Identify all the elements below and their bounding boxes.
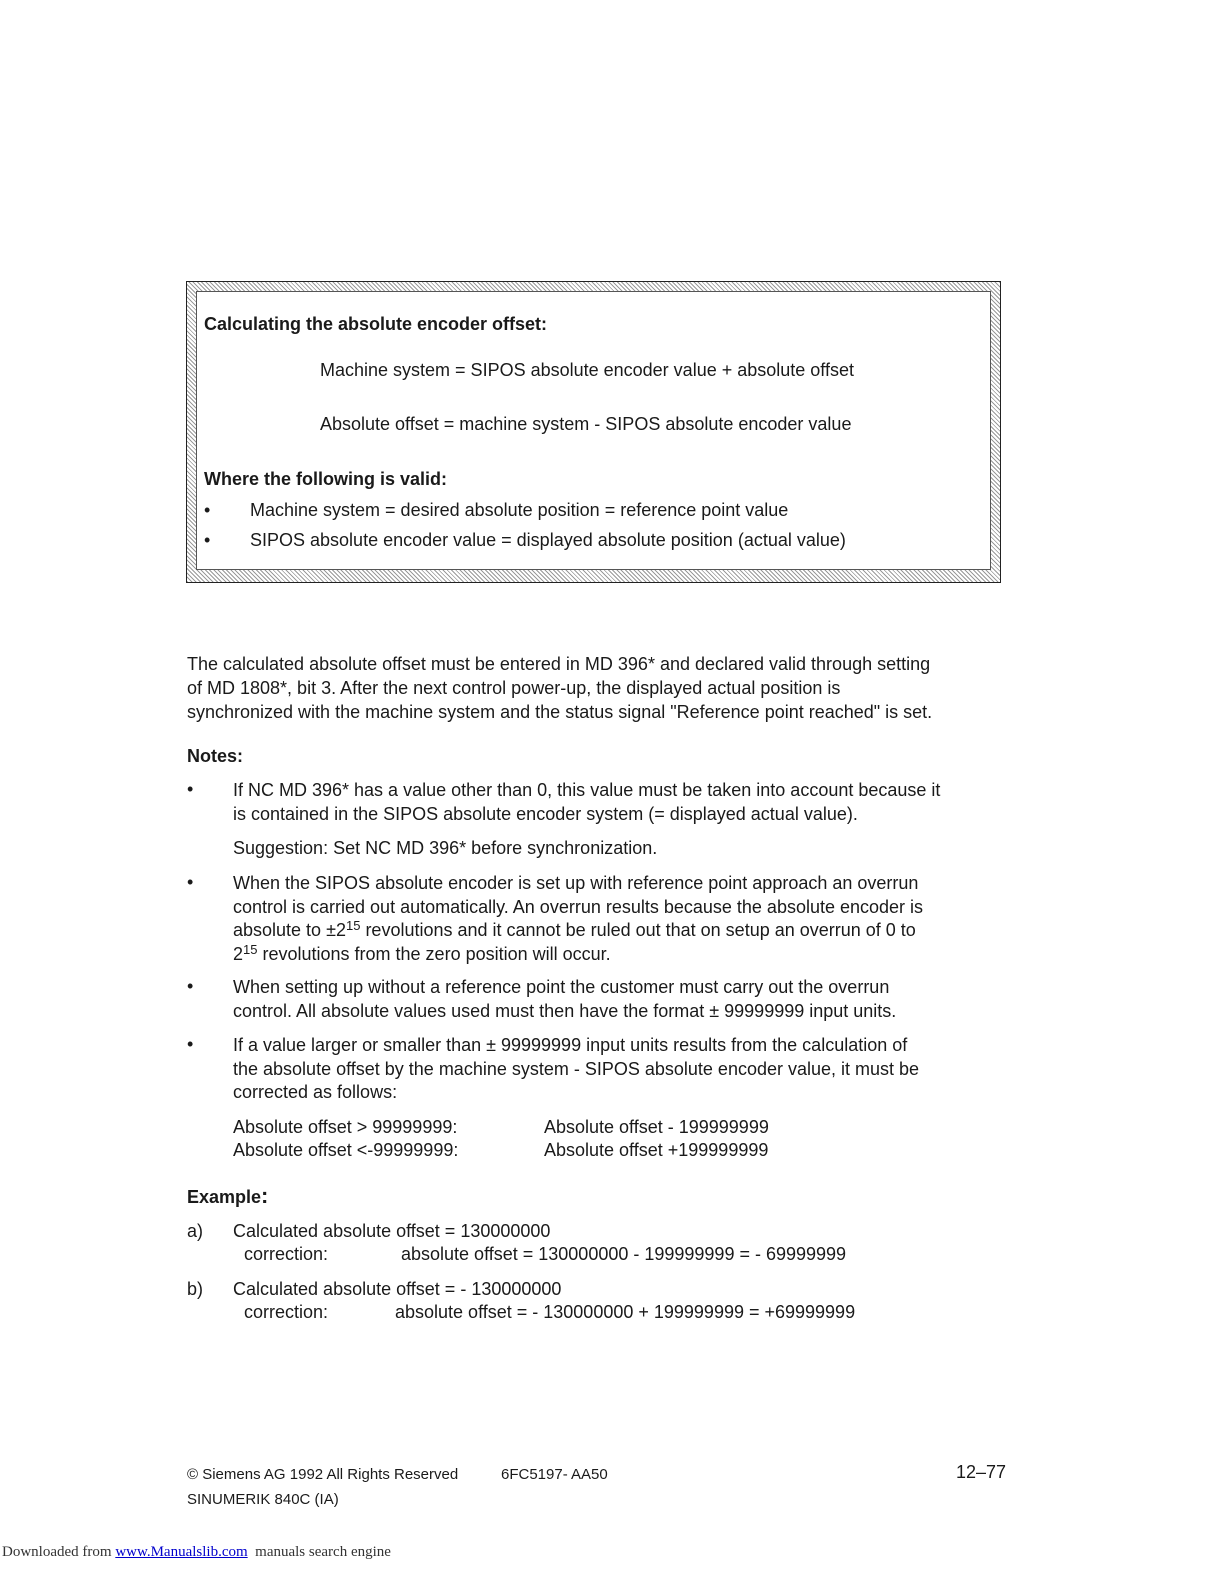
note-line [233, 919, 998, 943]
note-line: corrected as follows: [233, 1082, 398, 1102]
note-line: When setting up without a reference point the customer must carry out the overrun [233, 977, 890, 997]
download-notice [2, 1541, 391, 1563]
box-bullet-2: SIPOS absolute encoder value = displayed absolute position (actual value) [250, 530, 846, 550]
note-text: revolutions and it cannot be ruled out that on setup an overrun of 0 to [360, 920, 916, 940]
download-prefix: Downloaded from [2, 1544, 116, 1560]
box-subheading: Where the following is valid: [204, 469, 448, 489]
correction-action: Absolute offset +199999999 [544, 1140, 769, 1160]
example-calc: Calculated absolute offset = - 130000000 [233, 1279, 562, 1299]
note-line: If NC MD 396* has a value other than 0, this value must be taken into account because it [233, 780, 941, 800]
example-label: a) [187, 1221, 204, 1241]
footer-copyright: © Siemens AG 1992 All Rights Reserved [187, 1466, 459, 1483]
note-line: the absolute offset by the machine system - SIPOS absolute encoder value, it must be [233, 1058, 920, 1079]
note-line [233, 943, 998, 967]
example-correction: absolute offset = - 130000000 + 199999999 = +69999999 [395, 1302, 856, 1322]
bullet-marker: • [204, 500, 211, 520]
note-line: If a value larger or smaller than ± 99999999 input units results from the calculation of [233, 1035, 908, 1055]
note-4 [233, 1034, 998, 1105]
note-line: When the SIPOS absolute encoder is set up with reference point approach an overrun [233, 873, 919, 893]
note-line: control is carried out automatically. An overrun results because the absolute encoder is [233, 896, 924, 917]
page-number: 12–77 [956, 1462, 1007, 1482]
footer-order-number: 6FC5197- AA50 [501, 1466, 608, 1483]
box-bullet-1: Machine system = desired absolute position = reference point value [250, 500, 789, 520]
note-line: is contained in the SIPOS absolute encoder system (= displayed actual value). [233, 803, 858, 824]
formula-machine-system: Machine system = SIPOS absolute encoder value + absolute offset [320, 360, 854, 380]
note-3 [233, 976, 998, 1023]
manualslib-link[interactable]: www.Manualslib.com [115, 1544, 248, 1560]
correction-condition: Absolute offset <-99999999: [233, 1140, 459, 1160]
box-heading: Calculating the absolute encoder offset: [204, 314, 548, 334]
download-suffix: manuals search engine [247, 1544, 391, 1560]
example-label: b) [187, 1279, 204, 1299]
formula-absolute-offset: Absolute offset = machine system - SIPOS absolute encoder value [320, 414, 852, 434]
bullet-marker: • [187, 779, 194, 799]
bullet-marker: • [204, 530, 211, 550]
example-heading-colon: : [261, 1183, 269, 1208]
bullet-marker: • [187, 1034, 194, 1054]
intro-line: The calculated absolute offset must be entered in MD 396* and declared valid through setting [187, 654, 931, 674]
note-text: absolute to ±2 [233, 920, 346, 940]
note-text: 2 [233, 943, 244, 964]
note-text: revolutions from the zero position will occur. [257, 943, 611, 964]
intro-paragraph [187, 652, 997, 724]
correction-action: Absolute offset - 199999999 [544, 1117, 769, 1137]
exponent: 15 [243, 941, 258, 957]
bullet-marker: • [187, 976, 194, 996]
note-2 [233, 872, 998, 966]
intro-line: synchronized with the machine system and the status signal "Reference point reached" is set. [187, 702, 933, 722]
note-line: control. All absolute values used must then have the format ± 99999999 input units. [233, 1000, 897, 1021]
intro-line: of MD 1808*, bit 3. After the next control power-up, the displayed actual position is [187, 678, 841, 698]
exponent: 15 [345, 918, 361, 933]
example-correction: absolute offset = 130000000 - 199999999 = - 69999999 [401, 1244, 847, 1264]
example-heading [187, 1185, 268, 1208]
bullet-marker: • [187, 872, 194, 892]
example-correction-label: correction: [244, 1302, 329, 1322]
example-heading-text: Example [187, 1187, 262, 1207]
example-correction-label: correction: [244, 1244, 329, 1264]
note-1 [233, 779, 998, 826]
footer-product: SINUMERIK 840C (IA) [187, 1491, 339, 1508]
note-1-suggestion: Suggestion: Set NC MD 396* before synchronization. [233, 838, 658, 858]
example-calc: Calculated absolute offset = 130000000 [233, 1221, 551, 1241]
correction-condition: Absolute offset > 99999999: [233, 1117, 458, 1137]
notes-heading: Notes: [187, 746, 244, 766]
